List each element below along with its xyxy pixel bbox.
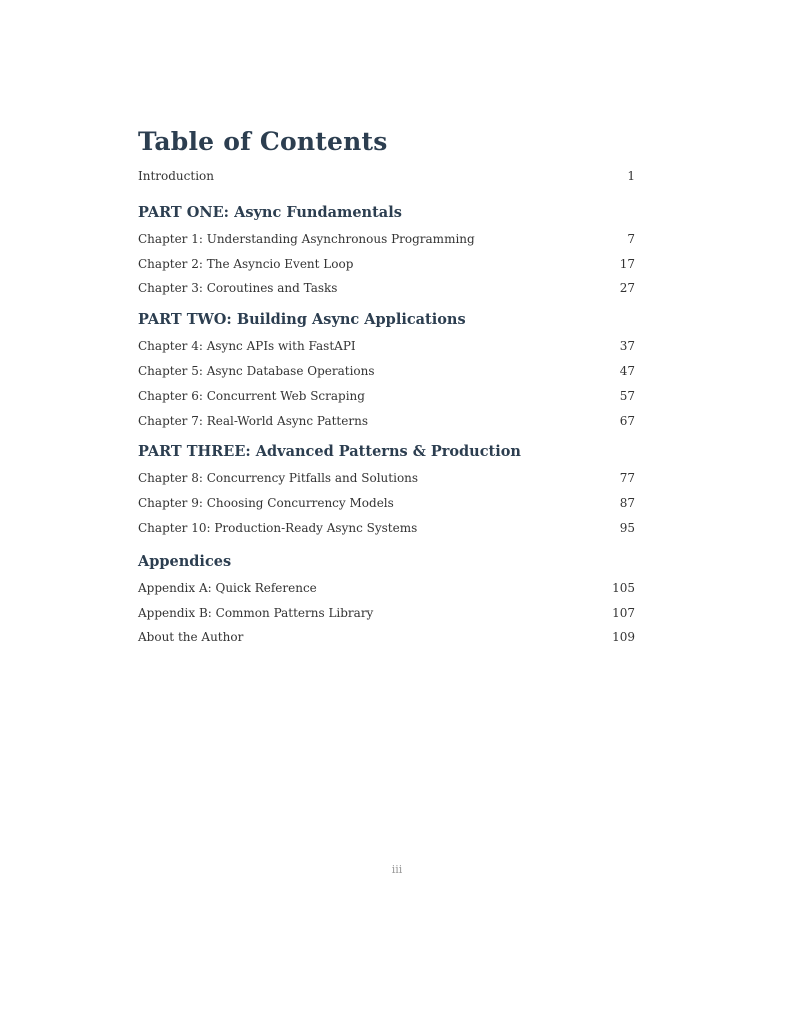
toc-entry-appendix-b[interactable]	[138, 601, 635, 626]
toc-entry-label: Chapter 2: The Asyncio Event Loop	[138, 256, 354, 271]
toc-title: Table of Contents	[138, 127, 388, 156]
part-heading-one: PART ONE: Async Fundamentals	[138, 203, 402, 221]
toc-entry-label: Chapter 10: Production-Ready Async Systems	[138, 520, 418, 535]
toc-entry-page: 17	[619, 256, 635, 271]
toc-entry-page: 109	[612, 630, 635, 645]
toc-entry-label: Chapter 8: Concurrency Pitfalls and Solutions	[138, 471, 419, 486]
toc-entry-page: 37	[619, 339, 635, 354]
toc-entry-label: Chapter 1: Understanding Asynchronous Programming	[138, 231, 475, 246]
toc-entry-label: Introduction	[138, 169, 214, 183]
toc-entry-label: Chapter 6: Concurrent Web Scraping	[138, 388, 365, 403]
toc-entry-about-author[interactable]	[138, 625, 635, 650]
toc-entry-label: Chapter 9: Choosing Concurrency Models	[138, 496, 394, 511]
toc-entry-page: 67	[619, 413, 635, 428]
part-heading-three: PART THREE: Advanced Patterns & Production	[138, 443, 521, 461]
toc-entry-page: 7	[627, 231, 635, 246]
toc-entry-chapter-9[interactable]	[138, 491, 635, 516]
toc-entry-chapter-5[interactable]	[138, 359, 635, 384]
page-number-footer: iii	[391, 863, 403, 876]
toc-entry-chapter-7[interactable]	[138, 409, 635, 434]
toc-entry-page: 77	[619, 471, 635, 486]
toc-entry-page: 105	[612, 580, 635, 595]
toc-entry-chapter-6[interactable]	[138, 384, 635, 409]
toc-entry-label: Chapter 5: Async Database Operations	[138, 363, 375, 378]
toc-entry-label: About the Author	[138, 630, 244, 645]
toc-entry-page: 95	[619, 520, 635, 535]
toc-entry-page: 87	[619, 496, 635, 511]
toc-entry-chapter-10[interactable]	[138, 516, 635, 541]
toc-entry-page: 27	[619, 281, 635, 296]
part-heading-two: PART TWO: Building Async Applications	[138, 311, 466, 329]
toc-entry-appendix-a[interactable]	[138, 576, 635, 601]
toc-entry-label: Appendix B: Common Patterns Library	[138, 605, 374, 620]
toc-entry-chapter-1[interactable]	[138, 227, 635, 252]
toc-entry-label: Chapter 7: Real-World Async Patterns	[138, 413, 368, 428]
toc-entry-chapter-8[interactable]	[138, 466, 635, 491]
toc-entry-page: 107	[612, 605, 635, 620]
toc-entry-page: 1	[627, 169, 635, 183]
toc-entry-page: 57	[619, 388, 635, 403]
toc-entry-page: 47	[619, 363, 635, 378]
toc-entry-introduction[interactable]	[138, 164, 635, 189]
toc-entry-chapter-3[interactable]	[138, 276, 635, 301]
appendices-heading: Appendices	[138, 552, 232, 570]
toc-entry-label: Chapter 3: Coroutines and Tasks	[138, 281, 338, 296]
toc-entry-label: Chapter 4: Async APIs with FastAPI	[138, 339, 356, 354]
toc-entry-chapter-4[interactable]	[138, 334, 635, 359]
toc-page	[138, 126, 635, 650]
toc-entry-chapter-2[interactable]	[138, 252, 635, 277]
toc-entry-label: Appendix A: Quick Reference	[138, 580, 317, 595]
